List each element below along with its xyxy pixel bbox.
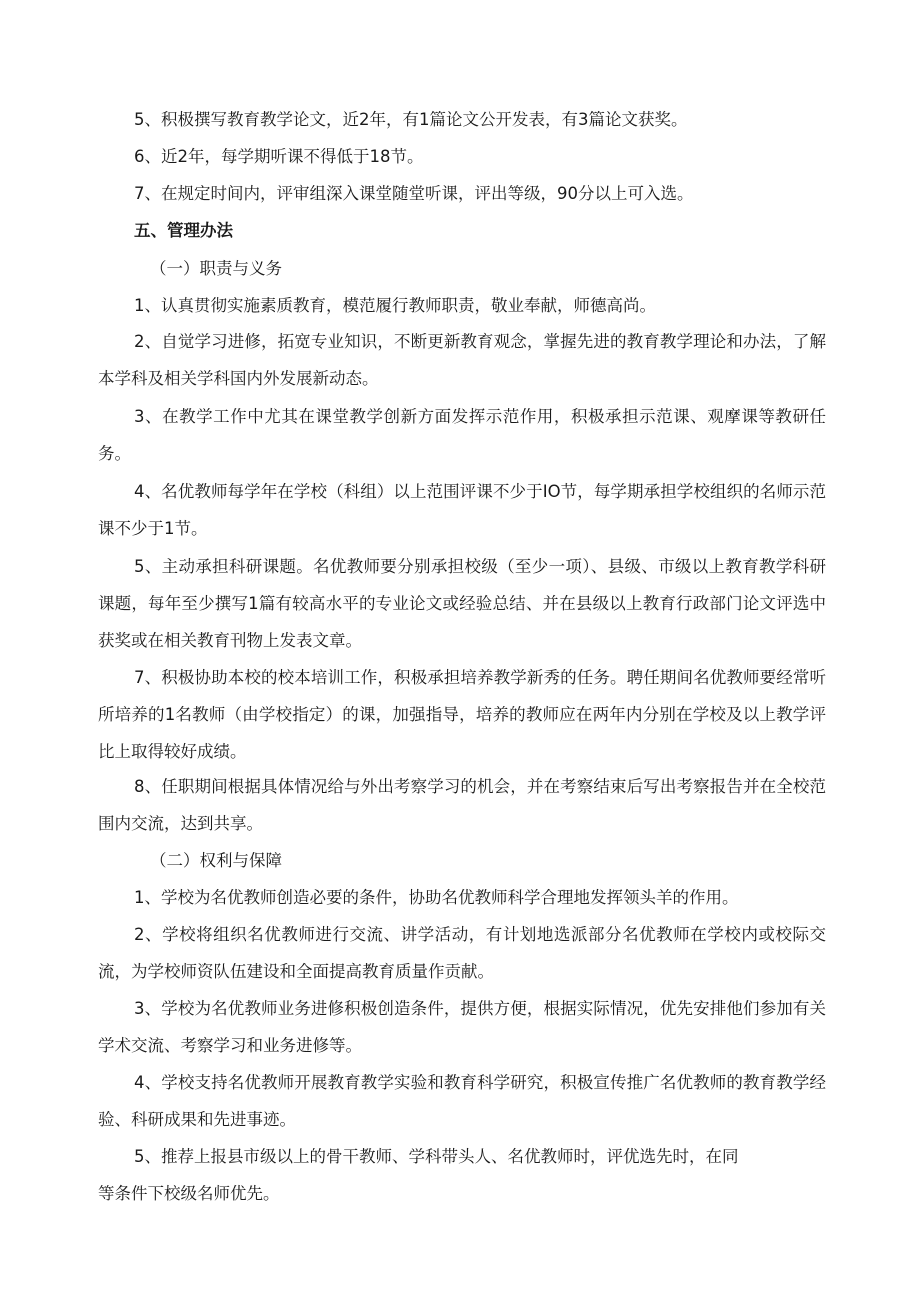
paragraph-2: 6、近2年，每学期听课不得低于18节。 (134, 147, 424, 166)
paragraph-3: 7、在规定时间内，评审组深入课堂随堂听课，评出等级，90分以上可入选。 (134, 184, 694, 203)
paragraph-12: 2、学校将组织名优教师进行交流、讲学活动，有计划地选派部分名优教师在学校内或校际交流，为学校师资队伍建设和全面提高教育质量作贡献。 (98, 925, 826, 981)
paragraph-10: 8、任职期间根据具体情况给与外出考察学习的机会，并在考察结束后写出考察报告并在全校范围内交流，达到共享。 (98, 777, 826, 833)
subsection-heading-1: （一）职责与义务 (150, 259, 282, 278)
section-heading: 五、管理办法 (134, 221, 233, 240)
subsection-heading-2: （二）权利与保障 (150, 851, 282, 870)
paragraph-7: 4、名优教师每学年在学校（科组）以上范围评课不少于IO节，每学期承担学校组织的名师示范课不少于1节。 (98, 482, 826, 538)
paragraph-15: 5、推荐上报县市级以上的骨干教师、学科带头人、名优教师时，评优选先时，在同 (134, 1147, 739, 1166)
paragraph-11: 1、学校为名优教师创造必要的条件，协助名优教师科学合理地发挥领头羊的作用。 (134, 888, 739, 907)
paragraph-1: 5、积极撰写教育教学论文，近2年，有1篇论文公开发表，有3篇论文获奖。 (134, 110, 688, 129)
paragraph-15-continuation: 等条件下校级名师优先。 (98, 1184, 280, 1203)
paragraph-5: 2、自觉学习进修，拓宽专业知识，不断更新教育观念，掌握先进的教育教学理论和办法，了解本学科及相关学科国内外发展新动态。 (98, 332, 826, 388)
paragraph-4: 1、认真贯彻实施素质教育，模范履行教师职责，敬业奉献，师德高尚。 (134, 296, 656, 315)
paragraph-9: 7、积极协助本校的校本培训工作，积极承担培养教学新秀的任务。聘任期间名优教师要经常听所培养的1名教师（由学校指定）的课，加强指导，培养的教师应在两年内分别在学校及以上教学评比上取得较好成绩。 (98, 668, 826, 761)
paragraph-6: 3、在教学工作中尤其在课堂教学创新方面发挥示范作用，积极承担示范课、观摩课等教研任务。 (98, 407, 826, 463)
paragraph-8: 5、主动承担科研课题。名优教师要分别承担校级（至少一项）、县级、市级以上教育教学科研课题，每年至少撰写1篇有较高水平的专业论文或经验总结、并在县级以上教育行政部门论文评选中获奖或在相关教育刊物上发表文章。 (98, 557, 826, 650)
paragraph-13: 3、学校为名优教师业务进修积极创造条件，提供方便，根据实际情况，优先安排他们参加有关学术交流、考察学习和业务进修等。 (98, 999, 826, 1055)
paragraph-14: 4、学校支持名优教师开展教育教学实验和教育科学研究，积极宣传推广名优教师的教育教学经验、科研成果和先进事迹。 (98, 1073, 826, 1129)
